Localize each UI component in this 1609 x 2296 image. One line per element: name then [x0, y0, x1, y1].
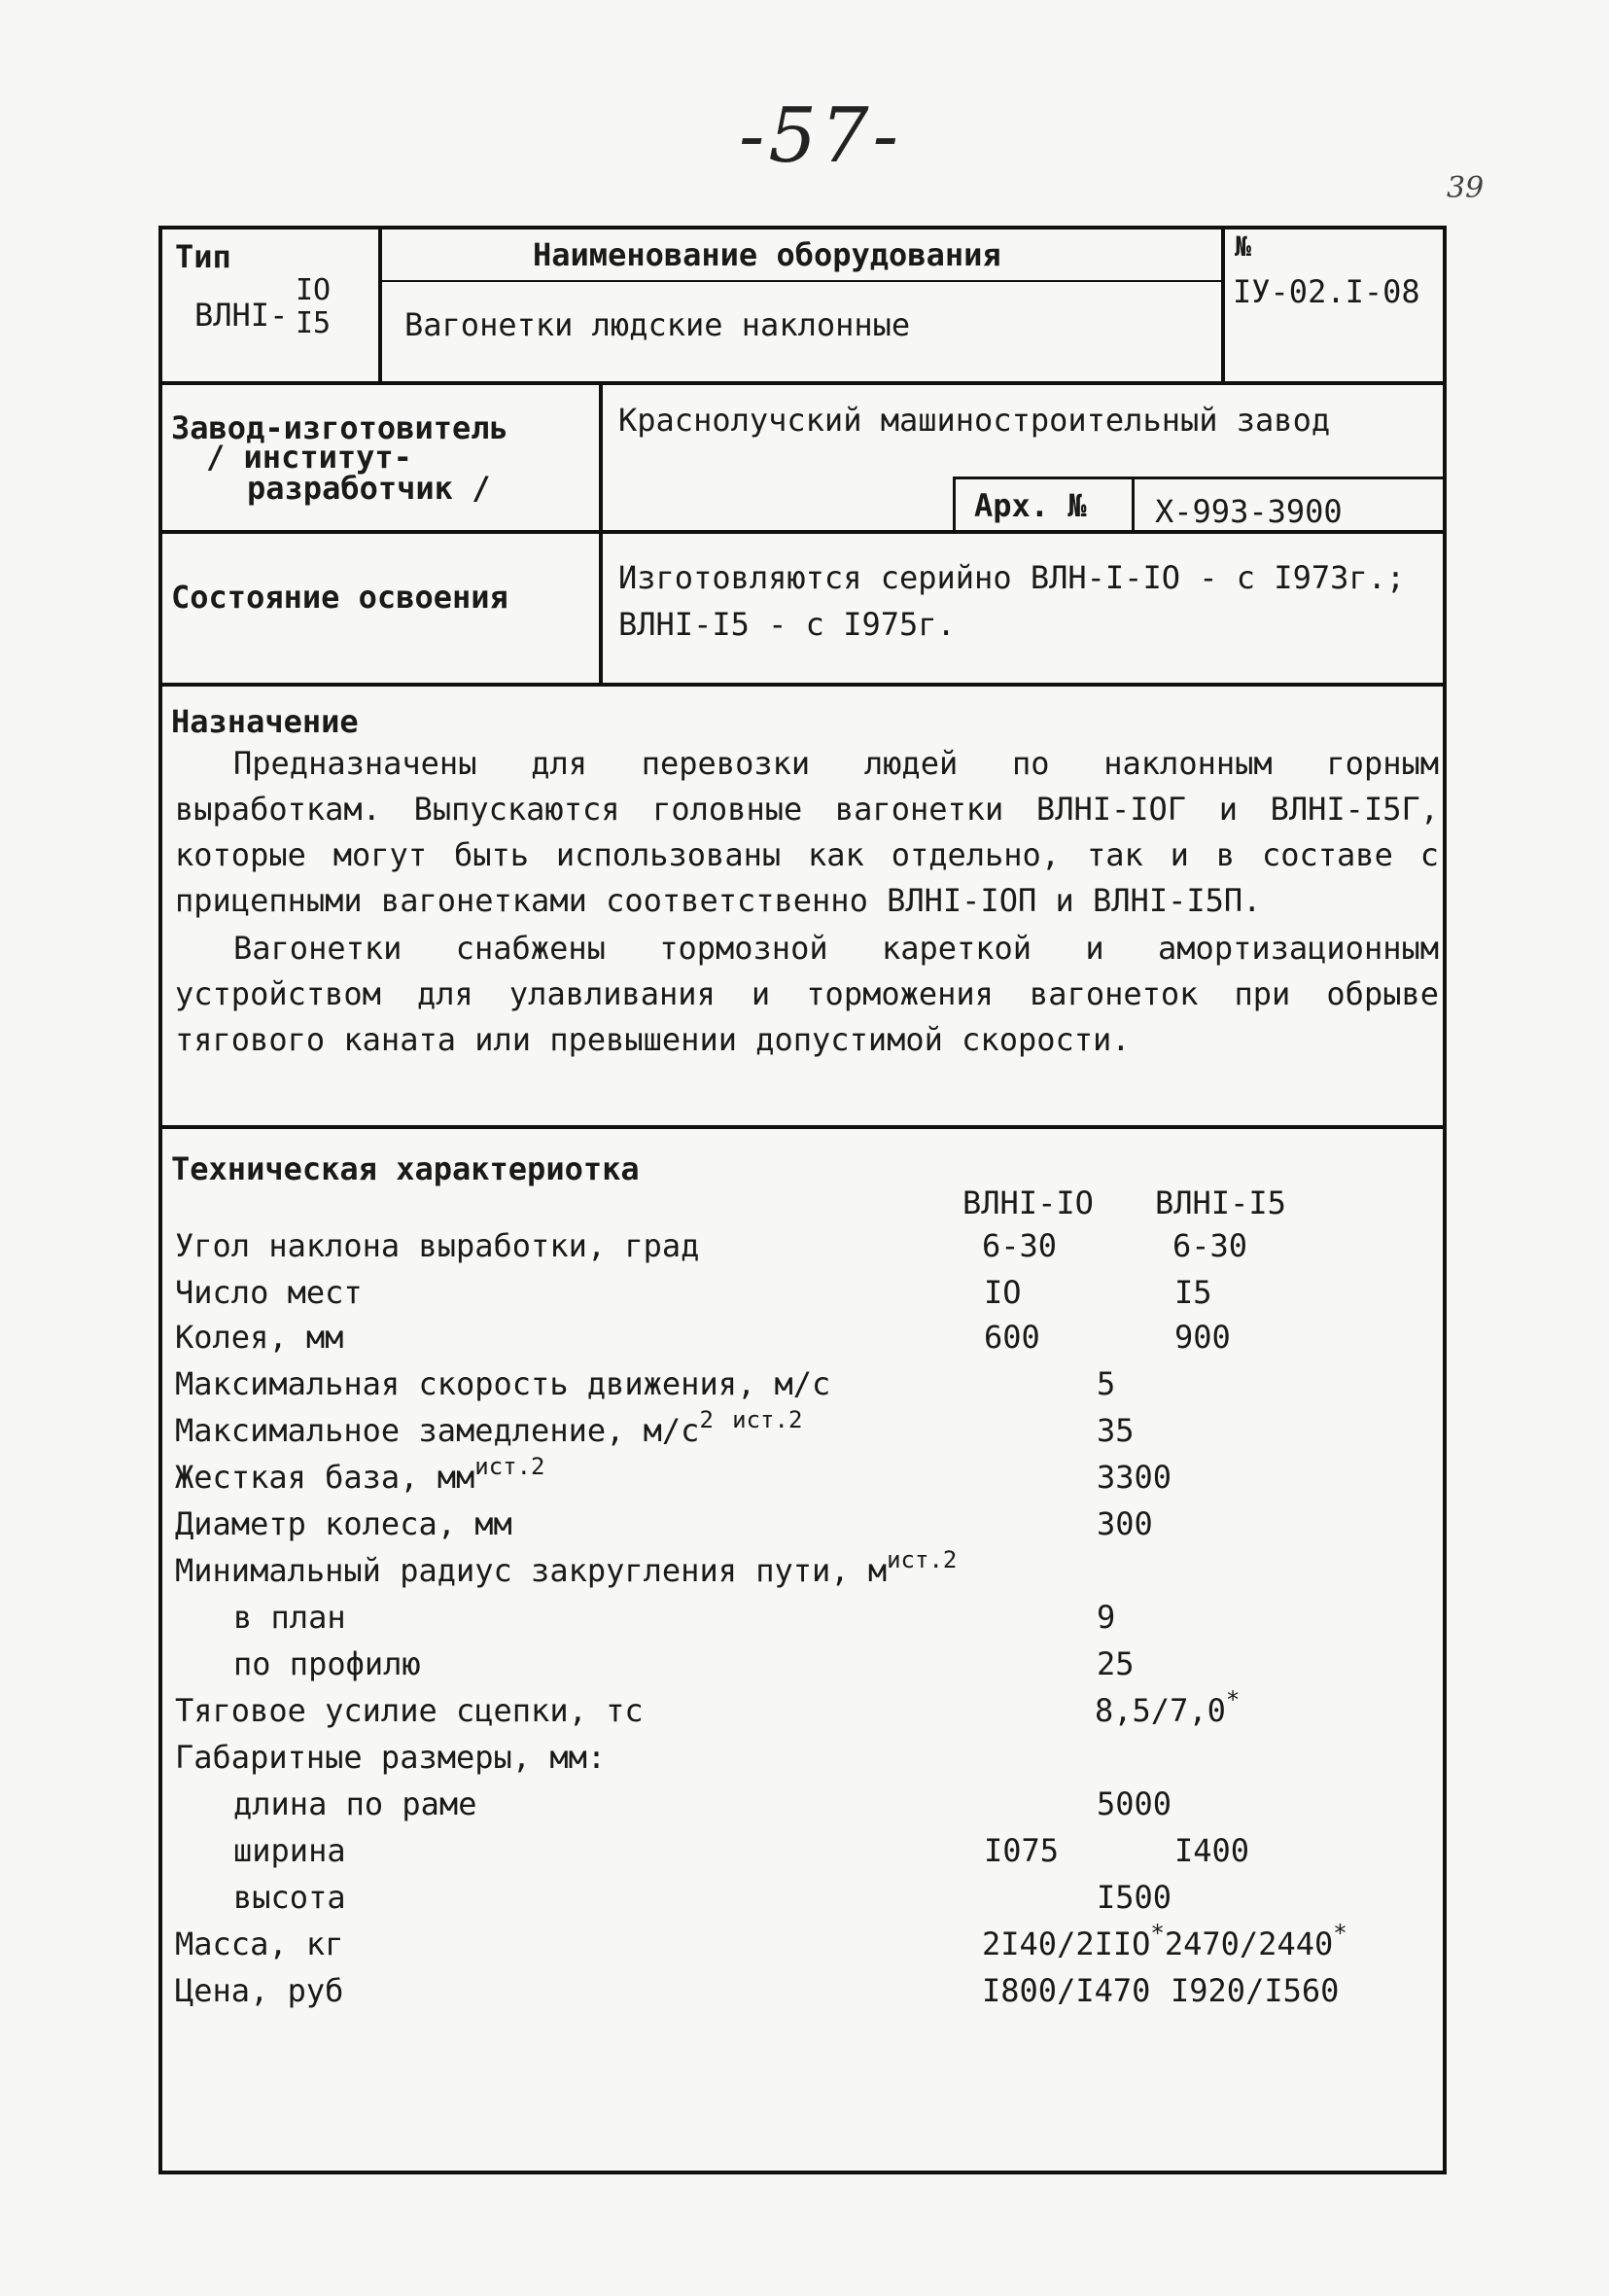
spec-row-incline-label: Угол наклона выработки, град	[175, 1227, 700, 1264]
tech-col-header-2: ВЛНI-I5	[1155, 1184, 1286, 1221]
status-bottom-line	[158, 683, 1447, 687]
spec-row-price-v1: I800/I470	[982, 1972, 1151, 2009]
spec-row-profile-label: по профилю	[233, 1645, 421, 1682]
spec-row-wheelbase-v: 3300	[1097, 1459, 1172, 1496]
header-name-divider	[380, 280, 1222, 282]
purpose-paragraph-2: Вагонетки снабжены тормозной кареткой и амортизационным устройством для улавливания и торможения вагонеток при обрыве тягового каната или превышении допустимой скорости.	[175, 930, 1439, 1058]
spec-row-gauge-v1: 600	[984, 1319, 1040, 1356]
spec-row-mass-label: Масса, кг	[175, 1925, 344, 1962]
manufacturer-value: Краснолучский машиностроительный завод	[618, 402, 1331, 439]
spec-row-max-decel-label: Максимальное замедление, м/с	[175, 1412, 700, 1449]
tech-title: Техническая характериотка	[171, 1150, 640, 1187]
spec-row-width-v1: I075	[984, 1832, 1060, 1869]
status-line-1: Изготовляются серийно ВЛН-I-IO - с I973г.;	[618, 559, 1406, 596]
spec-row-max-speed-v: 5	[1097, 1365, 1116, 1402]
spec-row-wheelbase-sup: ист.2	[474, 1453, 545, 1480]
spec-row-max-decel	[175, 1406, 803, 1449]
archive-label: Арх. №	[974, 487, 1087, 524]
spec-row-max-decel-sup: ист.2	[732, 1406, 803, 1433]
spec-row-mass-v2: 2470/2440	[1164, 1925, 1334, 1962]
spec-row-min-radius-sup: ист.2	[887, 1546, 958, 1573]
number-value: IУ-02.I-08	[1233, 273, 1420, 310]
spec-row-min-radius	[175, 1546, 958, 1589]
spec-row-incline-v1: 6-30	[982, 1227, 1058, 1264]
manufacturer-label-3: разработчик /	[247, 470, 491, 507]
number-label: №	[1235, 230, 1251, 263]
spec-row-traction-value: 8,5/7,0	[1095, 1692, 1226, 1729]
spec-row-seats-v1: IO	[984, 1274, 1022, 1311]
spec-row-traction-label: Тяговое усилие сцепки, тс	[175, 1692, 644, 1729]
spec-row-width-v2: I400	[1174, 1832, 1250, 1869]
spec-row-price-v2: I920/I560	[1171, 1972, 1340, 2009]
spec-row-traction-star: *	[1225, 1686, 1241, 1713]
spec-row-traction-v	[1095, 1686, 1241, 1729]
header-vline-right	[1221, 226, 1225, 383]
spec-row-gauge-v2: 900	[1174, 1319, 1231, 1356]
archive-value: Х-993-3900	[1155, 493, 1343, 530]
manufacturer-label-2: / институт-	[206, 439, 412, 476]
spec-row-mass-star-2: *	[1333, 1920, 1347, 1947]
spec-row-mass-v	[982, 1920, 1347, 1962]
purpose-bottom-line	[158, 1125, 1447, 1129]
spec-row-price-label: Цена, руб	[175, 1972, 344, 2009]
type-value-top: IO	[296, 273, 332, 307]
type-value-bottom: I5	[296, 306, 332, 340]
spec-row-wheelbase-label: Жесткая база, мм	[175, 1459, 475, 1496]
spec-row-wheelbase	[175, 1453, 545, 1496]
spec-row-mass-v1: 2I40/2IIO	[982, 1925, 1151, 1962]
corner-mark: 39	[1447, 171, 1485, 205]
spec-row-max-decel-sup-m2: 2	[699, 1406, 714, 1433]
header-bottom-line	[158, 381, 1447, 385]
purpose-title: Назначение	[171, 703, 359, 740]
type-value-base: ВЛНI-	[194, 297, 289, 334]
spec-row-length-v: 5000	[1097, 1785, 1172, 1822]
spec-row-min-radius-label: Минимальный радиус закругления пути, м	[175, 1552, 888, 1589]
spec-row-incline-v2: 6-30	[1172, 1227, 1248, 1264]
spec-row-profile-v: 25	[1097, 1645, 1135, 1682]
tech-col-header-1: ВЛНI-IO	[962, 1184, 1094, 1221]
manufacturer-label-1: Завод-изготовитель	[171, 409, 508, 446]
spec-row-gauge-label: Колея, мм	[175, 1319, 344, 1356]
spec-row-plan-label: в план	[233, 1599, 346, 1636]
header-vline-left	[378, 226, 382, 383]
equipment-name-label: Наименование оборудования	[533, 236, 1001, 273]
status-line-2: ВЛНI-I5 - с I975г.	[618, 606, 956, 643]
spec-row-mass-star-1: *	[1150, 1920, 1165, 1947]
spec-row-height-v: I500	[1097, 1879, 1172, 1916]
spec-row-seats-label: Число мест	[175, 1274, 363, 1311]
spec-row-dimensions-label: Габаритные размеры, мм:	[175, 1739, 607, 1776]
status-label: Состояние освоения	[171, 579, 508, 616]
type-label: Тип	[175, 238, 231, 275]
spec-row-height-label: высота	[233, 1879, 346, 1916]
spec-row-seats-v2: I5	[1174, 1274, 1212, 1311]
manufacturer-vline	[599, 381, 603, 686]
archive-box-divider	[1132, 477, 1135, 531]
spec-row-max-decel-v: 35	[1097, 1412, 1135, 1449]
purpose-paragraph-1: Предназначены для перевозки людей по наклонным горным выработкам. Выпускаются головные вагонетки ВЛНI-IOГ и ВЛНI-I5Г, которые могут быть использованы как отдельно, так и в составе с прицепными вагонетками соответственно ВЛНI-IOП и ВЛНI-I5П.	[175, 745, 1439, 919]
spec-row-width-label: ширина	[233, 1832, 346, 1869]
spec-row-length-label: длина по раме	[233, 1785, 477, 1822]
spec-row-wheel-diameter-label: Диаметр колеса, мм	[175, 1505, 512, 1542]
page-number: -57-	[739, 92, 902, 180]
spec-row-max-speed-label: Максимальная скорость движения, м/с	[175, 1365, 831, 1402]
spec-row-wheel-diameter-v: 300	[1097, 1505, 1153, 1542]
equipment-name-value: Вагонетки людские наклонные	[404, 306, 911, 343]
spec-row-plan-v: 9	[1097, 1599, 1116, 1636]
